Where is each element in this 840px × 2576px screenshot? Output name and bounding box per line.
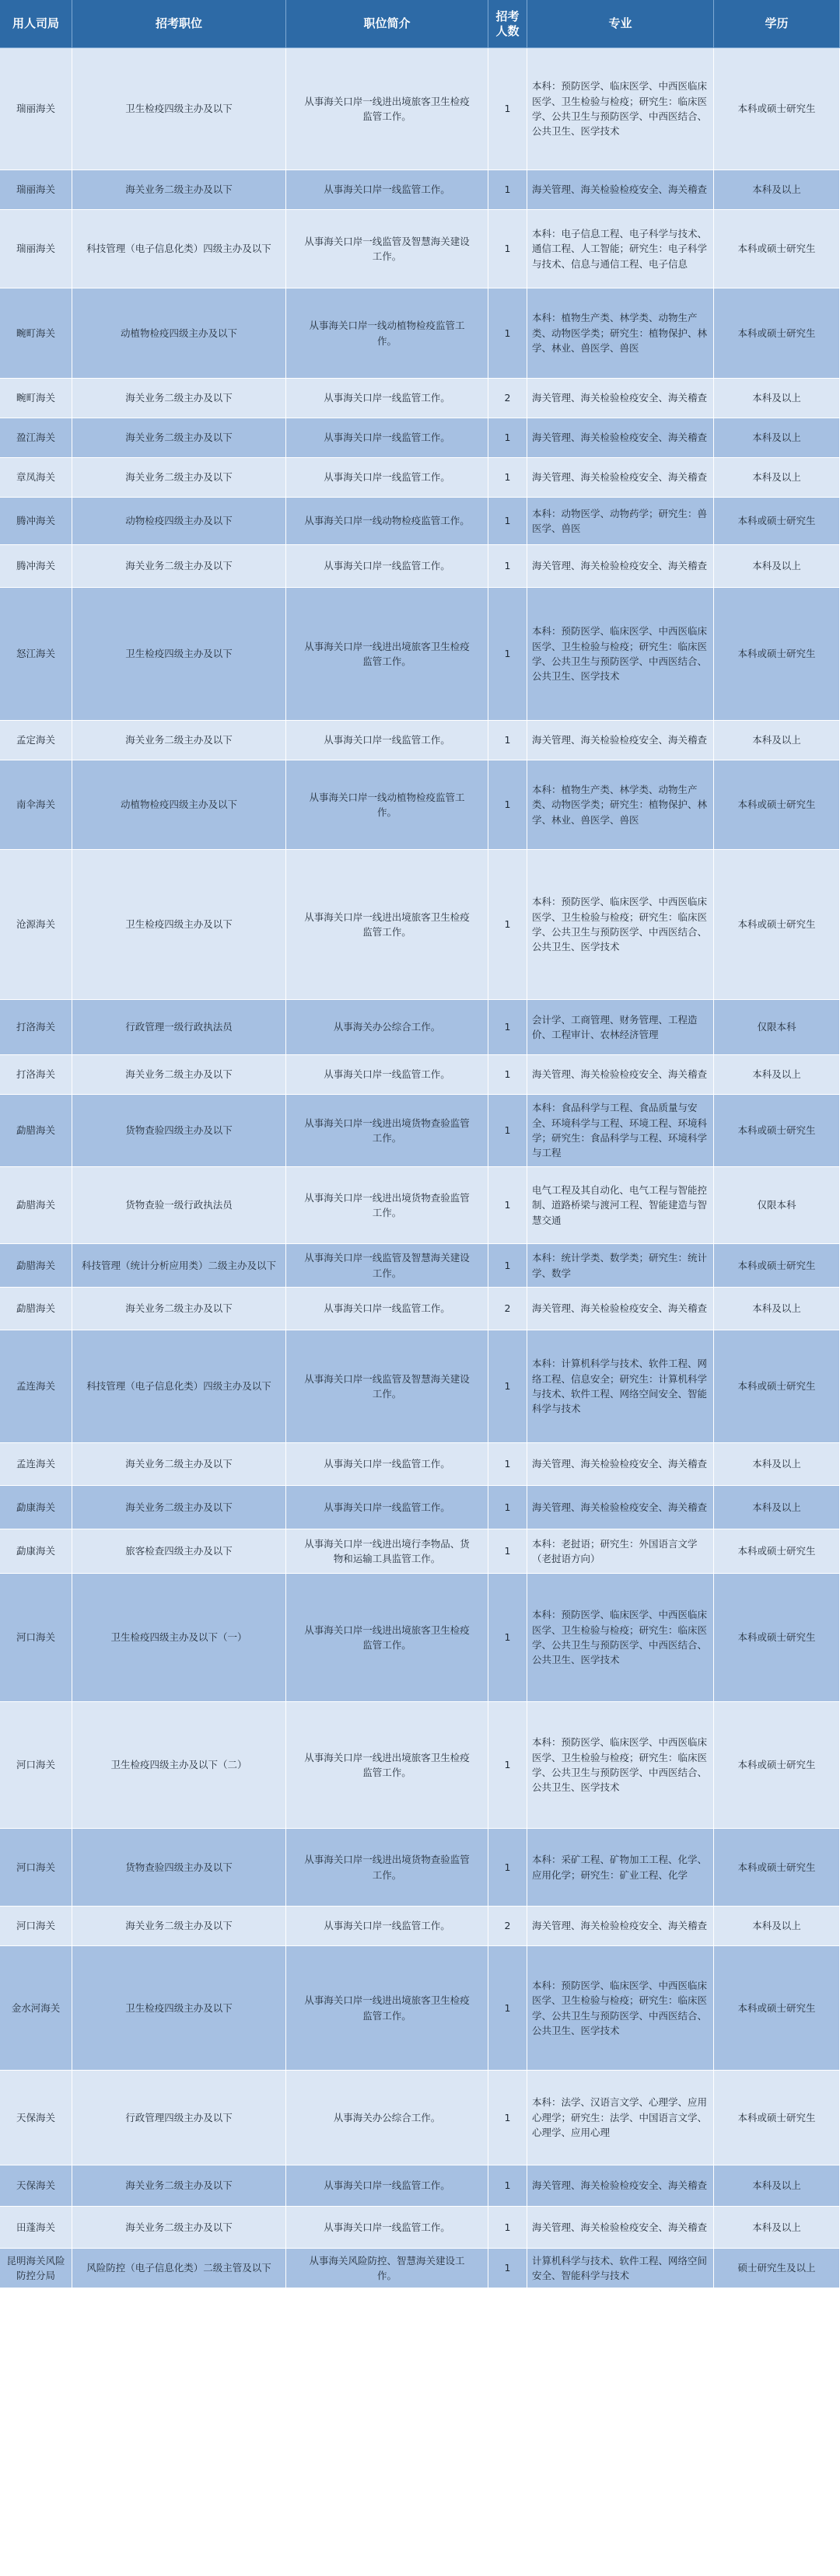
header-education: 学历 (714, 0, 840, 48)
major-cell: 海关管理、海关检验检疫安全、海关稽查 (527, 1907, 714, 1946)
header-major: 专业 (527, 0, 714, 48)
major-cell: 本科：电子信息工程、电子科学与技术、通信工程、人工智能；研究生：电子科学与技术、信息与通信工程、电子信息 (527, 210, 714, 288)
count-cell: 1 (488, 170, 527, 210)
position-cell: 货物查验四级主办及以下 (72, 1829, 286, 1907)
description-cell: 从事海关口岸一线监管及智慧海关建设工作。 (286, 1330, 488, 1443)
description-cell: 从事海关口岸一线进出境旅客卫生检疫监管工作。 (286, 588, 488, 721)
count-cell: 1 (488, 458, 527, 498)
education-cell: 本科及以上 (714, 1907, 840, 1946)
education-cell: 本科或硕士研究生 (714, 760, 840, 850)
position-cell: 海关业务二级主办及以下 (72, 1288, 286, 1330)
bureau-cell: 瑞丽海关 (0, 210, 72, 288)
count-cell: 1 (488, 1443, 527, 1486)
education-cell: 本科或硕士研究生 (714, 1829, 840, 1907)
bureau-cell: 畹町海关 (0, 288, 72, 379)
position-cell: 动植物检疫四级主办及以下 (72, 288, 286, 379)
education-cell: 本科及以上 (714, 1486, 840, 1529)
position-cell: 卫生检疫四级主办及以下 (72, 48, 286, 170)
count-cell: 1 (488, 1330, 527, 1443)
bureau-cell: 瑞丽海关 (0, 48, 72, 170)
position-cell: 行政管理一级行政执法员 (72, 1000, 286, 1055)
description-cell: 从事海关口岸一线监管工作。 (286, 170, 488, 210)
bureau-cell: 畹町海关 (0, 379, 72, 418)
major-cell: 海关管理、海关检验检疫安全、海关稽查 (527, 2165, 714, 2207)
description-cell: 从事海关口岸一线监管工作。 (286, 1288, 488, 1330)
bureau-cell: 孟连海关 (0, 1443, 72, 1486)
description-cell: 从事海关口岸一线监管工作。 (286, 1055, 488, 1095)
position-cell: 海关业务二级主办及以下 (72, 2207, 286, 2249)
position-cell: 动物检疫四级主办及以下 (72, 498, 286, 545)
major-cell: 本科：预防医学、临床医学、中西医临床医学、卫生检验与检疫；研究生：临床医学、公共卫生与预防医学、中西医结合、公共卫生、医学技术 (527, 48, 714, 170)
count-cell: 1 (488, 1529, 527, 1574)
major-cell: 本科：食品科学与工程、食品质量与安全、环境科学与工程、环境工程、环境科学；研究生：食品科学与工程、环境科学与工程 (527, 1095, 714, 1167)
education-cell: 本科或硕士研究生 (714, 1330, 840, 1443)
position-cell: 卫生检疫四级主办及以下 (72, 588, 286, 721)
count-cell: 1 (488, 2207, 527, 2249)
major-cell: 本科：老挝语；研究生：外国语言文学（老挝语方向） (527, 1529, 714, 1574)
major-cell: 会计学、工商管理、财务管理、工程造价、工程审计、农林经济管理 (527, 1000, 714, 1055)
education-cell: 本科或硕士研究生 (714, 1095, 840, 1167)
position-cell: 风险防控（电子信息化类）二级主管及以下 (72, 2249, 286, 2288)
position-cell: 货物查验四级主办及以下 (72, 1095, 286, 1167)
count-cell: 1 (488, 721, 527, 760)
description-cell: 从事海关口岸一线监管工作。 (286, 1443, 488, 1486)
bureau-cell: 勐腊海关 (0, 1244, 72, 1288)
count-cell: 1 (488, 760, 527, 850)
bureau-cell: 勐腊海关 (0, 1095, 72, 1167)
position-cell: 卫生检疫四级主办及以下 (72, 850, 286, 1000)
bureau-cell: 瑞丽海关 (0, 170, 72, 210)
bureau-cell: 南伞海关 (0, 760, 72, 850)
bureau-cell: 勐康海关 (0, 1529, 72, 1574)
education-cell: 本科或硕士研究生 (714, 1529, 840, 1574)
description-cell: 从事海关口岸一线监管工作。 (286, 418, 488, 458)
education-cell: 本科及以上 (714, 458, 840, 498)
description-cell: 从事海关口岸一线进出境旅客卫生检疫监管工作。 (286, 1702, 488, 1829)
bureau-cell: 打洛海关 (0, 1055, 72, 1095)
major-cell: 本科：植物生产类、林学类、动物生产类、动物医学类；研究生：植物保护、林学、林业、兽医学、兽医 (527, 760, 714, 850)
description-cell: 从事海关口岸一线监管工作。 (286, 2207, 488, 2249)
major-cell: 本科：植物生产类、林学类、动物生产类、动物医学类；研究生：植物保护、林学、林业、兽医学、兽医 (527, 288, 714, 379)
education-cell: 本科或硕士研究生 (714, 210, 840, 288)
bureau-cell: 沧源海关 (0, 850, 72, 1000)
count-cell: 1 (488, 1574, 527, 1702)
education-cell: 仅限本科 (714, 1000, 840, 1055)
description-cell: 从事海关口岸一线监管工作。 (286, 379, 488, 418)
description-cell: 从事海关口岸一线监管工作。 (286, 458, 488, 498)
major-cell: 海关管理、海关检验检疫安全、海关稽查 (527, 721, 714, 760)
description-cell: 从事海关口岸一线监管工作。 (286, 1907, 488, 1946)
major-cell: 海关管理、海关检验检疫安全、海关稽查 (527, 1443, 714, 1486)
position-cell: 旅客检查四级主办及以下 (72, 1529, 286, 1574)
position-cell: 海关业务二级主办及以下 (72, 379, 286, 418)
count-cell: 1 (488, 1244, 527, 1288)
major-cell: 海关管理、海关检验检疫安全、海关稽查 (527, 545, 714, 588)
position-cell: 科技管理（电子信息化类）四级主办及以下 (72, 210, 286, 288)
bureau-cell: 腾冲海关 (0, 545, 72, 588)
bureau-cell: 河口海关 (0, 1907, 72, 1946)
description-cell: 从事海关办公综合工作。 (286, 2071, 488, 2165)
description-cell: 从事海关口岸一线监管及智慧海关建设工作。 (286, 210, 488, 288)
description-cell: 从事海关口岸一线动物检疫监管工作。 (286, 498, 488, 545)
position-cell: 动植物检疫四级主办及以下 (72, 760, 286, 850)
description-cell: 从事海关办公综合工作。 (286, 1000, 488, 1055)
position-cell: 卫生检疫四级主办及以下（二） (72, 1702, 286, 1829)
position-cell: 科技管理（统计分析应用类）二级主办及以下 (72, 1244, 286, 1288)
education-cell: 硕士研究生及以上 (714, 2249, 840, 2288)
major-cell: 本科：预防医学、临床医学、中西医临床医学、卫生检验与检疫；研究生：临床医学、公共卫生与预防医学、中西医结合、公共卫生、医学技术 (527, 588, 714, 721)
position-cell: 卫生检疫四级主办及以下（一） (72, 1574, 286, 1702)
description-cell: 从事海关口岸一线进出境货物查验监管工作。 (286, 1829, 488, 1907)
education-cell: 本科或硕士研究生 (714, 1946, 840, 2071)
bureau-cell: 孟定海关 (0, 721, 72, 760)
major-cell: 本科：预防医学、临床医学、中西医临床医学、卫生检验与检疫；研究生：临床医学、公共卫生与预防医学、中西医结合、公共卫生、医学技术 (527, 1946, 714, 2071)
education-cell: 本科或硕士研究生 (714, 1244, 840, 1288)
count-cell: 1 (488, 1946, 527, 2071)
position-cell: 海关业务二级主办及以下 (72, 458, 286, 498)
description-cell: 从事海关口岸一线进出境旅客卫生检疫监管工作。 (286, 1946, 488, 2071)
major-cell: 海关管理、海关检验检疫安全、海关稽查 (527, 1486, 714, 1529)
education-cell: 本科及以上 (714, 2207, 840, 2249)
description-cell: 从事海关口岸一线监管工作。 (286, 2165, 488, 2207)
count-cell: 1 (488, 288, 527, 379)
count-cell: 2 (488, 379, 527, 418)
major-cell: 本科：统计学类、数学类；研究生：统计学、数学 (527, 1244, 714, 1288)
bureau-cell: 盈江海关 (0, 418, 72, 458)
header-description: 职位简介 (286, 0, 488, 48)
major-cell: 海关管理、海关检验检疫安全、海关稽查 (527, 1288, 714, 1330)
education-cell: 本科或硕士研究生 (714, 498, 840, 545)
education-cell: 仅限本科 (714, 1167, 840, 1244)
count-cell: 1 (488, 1000, 527, 1055)
major-cell: 电气工程及其自动化、电气工程与智能控制、道路桥梁与渡河工程、智能建造与智慧交通 (527, 1167, 714, 1244)
position-cell: 海关业务二级主办及以下 (72, 170, 286, 210)
bureau-cell: 腾冲海关 (0, 498, 72, 545)
count-cell: 1 (488, 1486, 527, 1529)
count-cell: 1 (488, 418, 527, 458)
bureau-cell: 金水河海关 (0, 1946, 72, 2071)
description-cell: 从事海关口岸一线监管工作。 (286, 545, 488, 588)
bureau-cell: 天保海关 (0, 2165, 72, 2207)
header-position: 招考职位 (72, 0, 286, 48)
education-cell: 本科或硕士研究生 (714, 2071, 840, 2165)
description-cell: 从事海关口岸一线进出境货物查验监管工作。 (286, 1095, 488, 1167)
position-cell: 卫生检疫四级主办及以下 (72, 1946, 286, 2071)
count-cell: 1 (488, 2249, 527, 2288)
education-cell: 本科及以上 (714, 418, 840, 458)
bureau-cell: 勐腊海关 (0, 1288, 72, 1330)
education-cell: 本科或硕士研究生 (714, 850, 840, 1000)
header-count: 招考人数 (488, 0, 527, 48)
position-cell: 海关业务二级主办及以下 (72, 1055, 286, 1095)
count-cell: 1 (488, 498, 527, 545)
education-cell: 本科或硕士研究生 (714, 1574, 840, 1702)
major-cell: 海关管理、海关检验检疫安全、海关稽查 (527, 2207, 714, 2249)
count-cell: 1 (488, 545, 527, 588)
description-cell: 从事海关口岸一线进出境行李物品、货物和运输工具监管工作。 (286, 1529, 488, 1574)
count-cell: 1 (488, 1095, 527, 1167)
major-cell: 本科：法学、汉语言文学、心理学、应用心理学；研究生：法学、中国语言文学、心理学、应用心理 (527, 2071, 714, 2165)
major-cell: 本科：计算机科学与技术、软件工程、网络工程、信息安全；研究生：计算机科学与技术、软件工程、网络空间安全、智能科学与技术 (527, 1330, 714, 1443)
education-cell: 本科及以上 (714, 1288, 840, 1330)
major-cell: 海关管理、海关检验检疫安全、海关稽查 (527, 170, 714, 210)
position-cell: 海关业务二级主办及以下 (72, 2165, 286, 2207)
count-cell: 1 (488, 850, 527, 1000)
major-cell: 本科：预防医学、临床医学、中西医临床医学、卫生检验与检疫；研究生：临床医学、公共卫生与预防医学、中西医结合、公共卫生、医学技术 (527, 1574, 714, 1702)
major-cell: 海关管理、海关检验检疫安全、海关稽查 (527, 379, 714, 418)
bureau-cell: 田蓬海关 (0, 2207, 72, 2249)
bureau-cell: 勐腊海关 (0, 1167, 72, 1244)
education-cell: 本科或硕士研究生 (714, 288, 840, 379)
description-cell: 从事海关风险防控、智慧海关建设工作。 (286, 2249, 488, 2288)
bureau-cell: 河口海关 (0, 1829, 72, 1907)
education-cell: 本科及以上 (714, 2165, 840, 2207)
description-cell: 从事海关口岸一线动植物检疫监管工作。 (286, 288, 488, 379)
position-cell: 海关业务二级主办及以下 (72, 418, 286, 458)
count-cell: 1 (488, 48, 527, 170)
header-bureau: 用人司局 (0, 0, 72, 48)
count-cell: 1 (488, 2071, 527, 2165)
bureau-cell: 怒江海关 (0, 588, 72, 721)
major-cell: 本科：预防医学、临床医学、中西医临床医学、卫生检验与检疫；研究生：临床医学、公共卫生与预防医学、中西医结合、公共卫生、医学技术 (527, 850, 714, 1000)
major-cell: 本科：预防医学、临床医学、中西医临床医学、卫生检验与检疫；研究生：临床医学、公共卫生与预防医学、中西医结合、公共卫生、医学技术 (527, 1702, 714, 1829)
major-cell: 海关管理、海关检验检疫安全、海关稽查 (527, 458, 714, 498)
education-cell: 本科及以上 (714, 1443, 840, 1486)
bureau-cell: 昆明海关风险防控分局 (0, 2249, 72, 2288)
education-cell: 本科及以上 (714, 170, 840, 210)
position-cell: 行政管理四级主办及以下 (72, 2071, 286, 2165)
position-cell: 海关业务二级主办及以下 (72, 1443, 286, 1486)
education-cell: 本科及以上 (714, 545, 840, 588)
count-cell: 1 (488, 2165, 527, 2207)
bureau-cell: 孟连海关 (0, 1330, 72, 1443)
position-cell: 货物查验一级行政执法员 (72, 1167, 286, 1244)
bureau-cell: 河口海关 (0, 1702, 72, 1829)
description-cell: 从事海关口岸一线进出境旅客卫生检疫监管工作。 (286, 1574, 488, 1702)
bureau-cell: 打洛海关 (0, 1000, 72, 1055)
major-cell: 本科：采矿工程、矿物加工工程、化学、应用化学；研究生：矿业工程、化学 (527, 1829, 714, 1907)
count-cell: 1 (488, 1167, 527, 1244)
count-cell: 2 (488, 1907, 527, 1946)
education-cell: 本科或硕士研究生 (714, 1702, 840, 1829)
bureau-cell: 章凤海关 (0, 458, 72, 498)
education-cell: 本科或硕士研究生 (714, 48, 840, 170)
major-cell: 海关管理、海关检验检疫安全、海关稽查 (527, 1055, 714, 1095)
description-cell: 从事海关口岸一线进出境货物查验监管工作。 (286, 1167, 488, 1244)
major-cell: 计算机科学与技术、软件工程、网络空间安全、智能科学与技术 (527, 2249, 714, 2288)
position-cell: 海关业务二级主办及以下 (72, 545, 286, 588)
major-cell: 海关管理、海关检验检疫安全、海关稽查 (527, 418, 714, 458)
education-cell: 本科及以上 (714, 379, 840, 418)
bureau-cell: 天保海关 (0, 2071, 72, 2165)
count-cell: 1 (488, 210, 527, 288)
education-cell: 本科及以上 (714, 1055, 840, 1095)
count-cell: 1 (488, 1829, 527, 1907)
description-cell: 从事海关口岸一线监管工作。 (286, 1486, 488, 1529)
description-cell: 从事海关口岸一线监管及智慧海关建设工作。 (286, 1244, 488, 1288)
position-cell: 海关业务二级主办及以下 (72, 1907, 286, 1946)
position-cell: 科技管理（电子信息化类）四级主办及以下 (72, 1330, 286, 1443)
major-cell: 本科：动物医学、动物药学；研究生：兽医学、兽医 (527, 498, 714, 545)
count-cell: 1 (488, 588, 527, 721)
position-cell: 海关业务二级主办及以下 (72, 721, 286, 760)
description-cell: 从事海关口岸一线进出境旅客卫生检疫监管工作。 (286, 850, 488, 1000)
education-cell: 本科及以上 (714, 721, 840, 760)
bureau-cell: 勐康海关 (0, 1486, 72, 1529)
position-cell: 海关业务二级主办及以下 (72, 1486, 286, 1529)
description-cell: 从事海关口岸一线动植物检疫监管工作。 (286, 760, 488, 850)
bureau-cell: 河口海关 (0, 1574, 72, 1702)
count-cell: 1 (488, 1055, 527, 1095)
count-cell: 2 (488, 1288, 527, 1330)
education-cell: 本科或硕士研究生 (714, 588, 840, 721)
description-cell: 从事海关口岸一线进出境旅客卫生检疫监管工作。 (286, 48, 488, 170)
description-cell: 从事海关口岸一线监管工作。 (286, 721, 488, 760)
count-cell: 1 (488, 1702, 527, 1829)
